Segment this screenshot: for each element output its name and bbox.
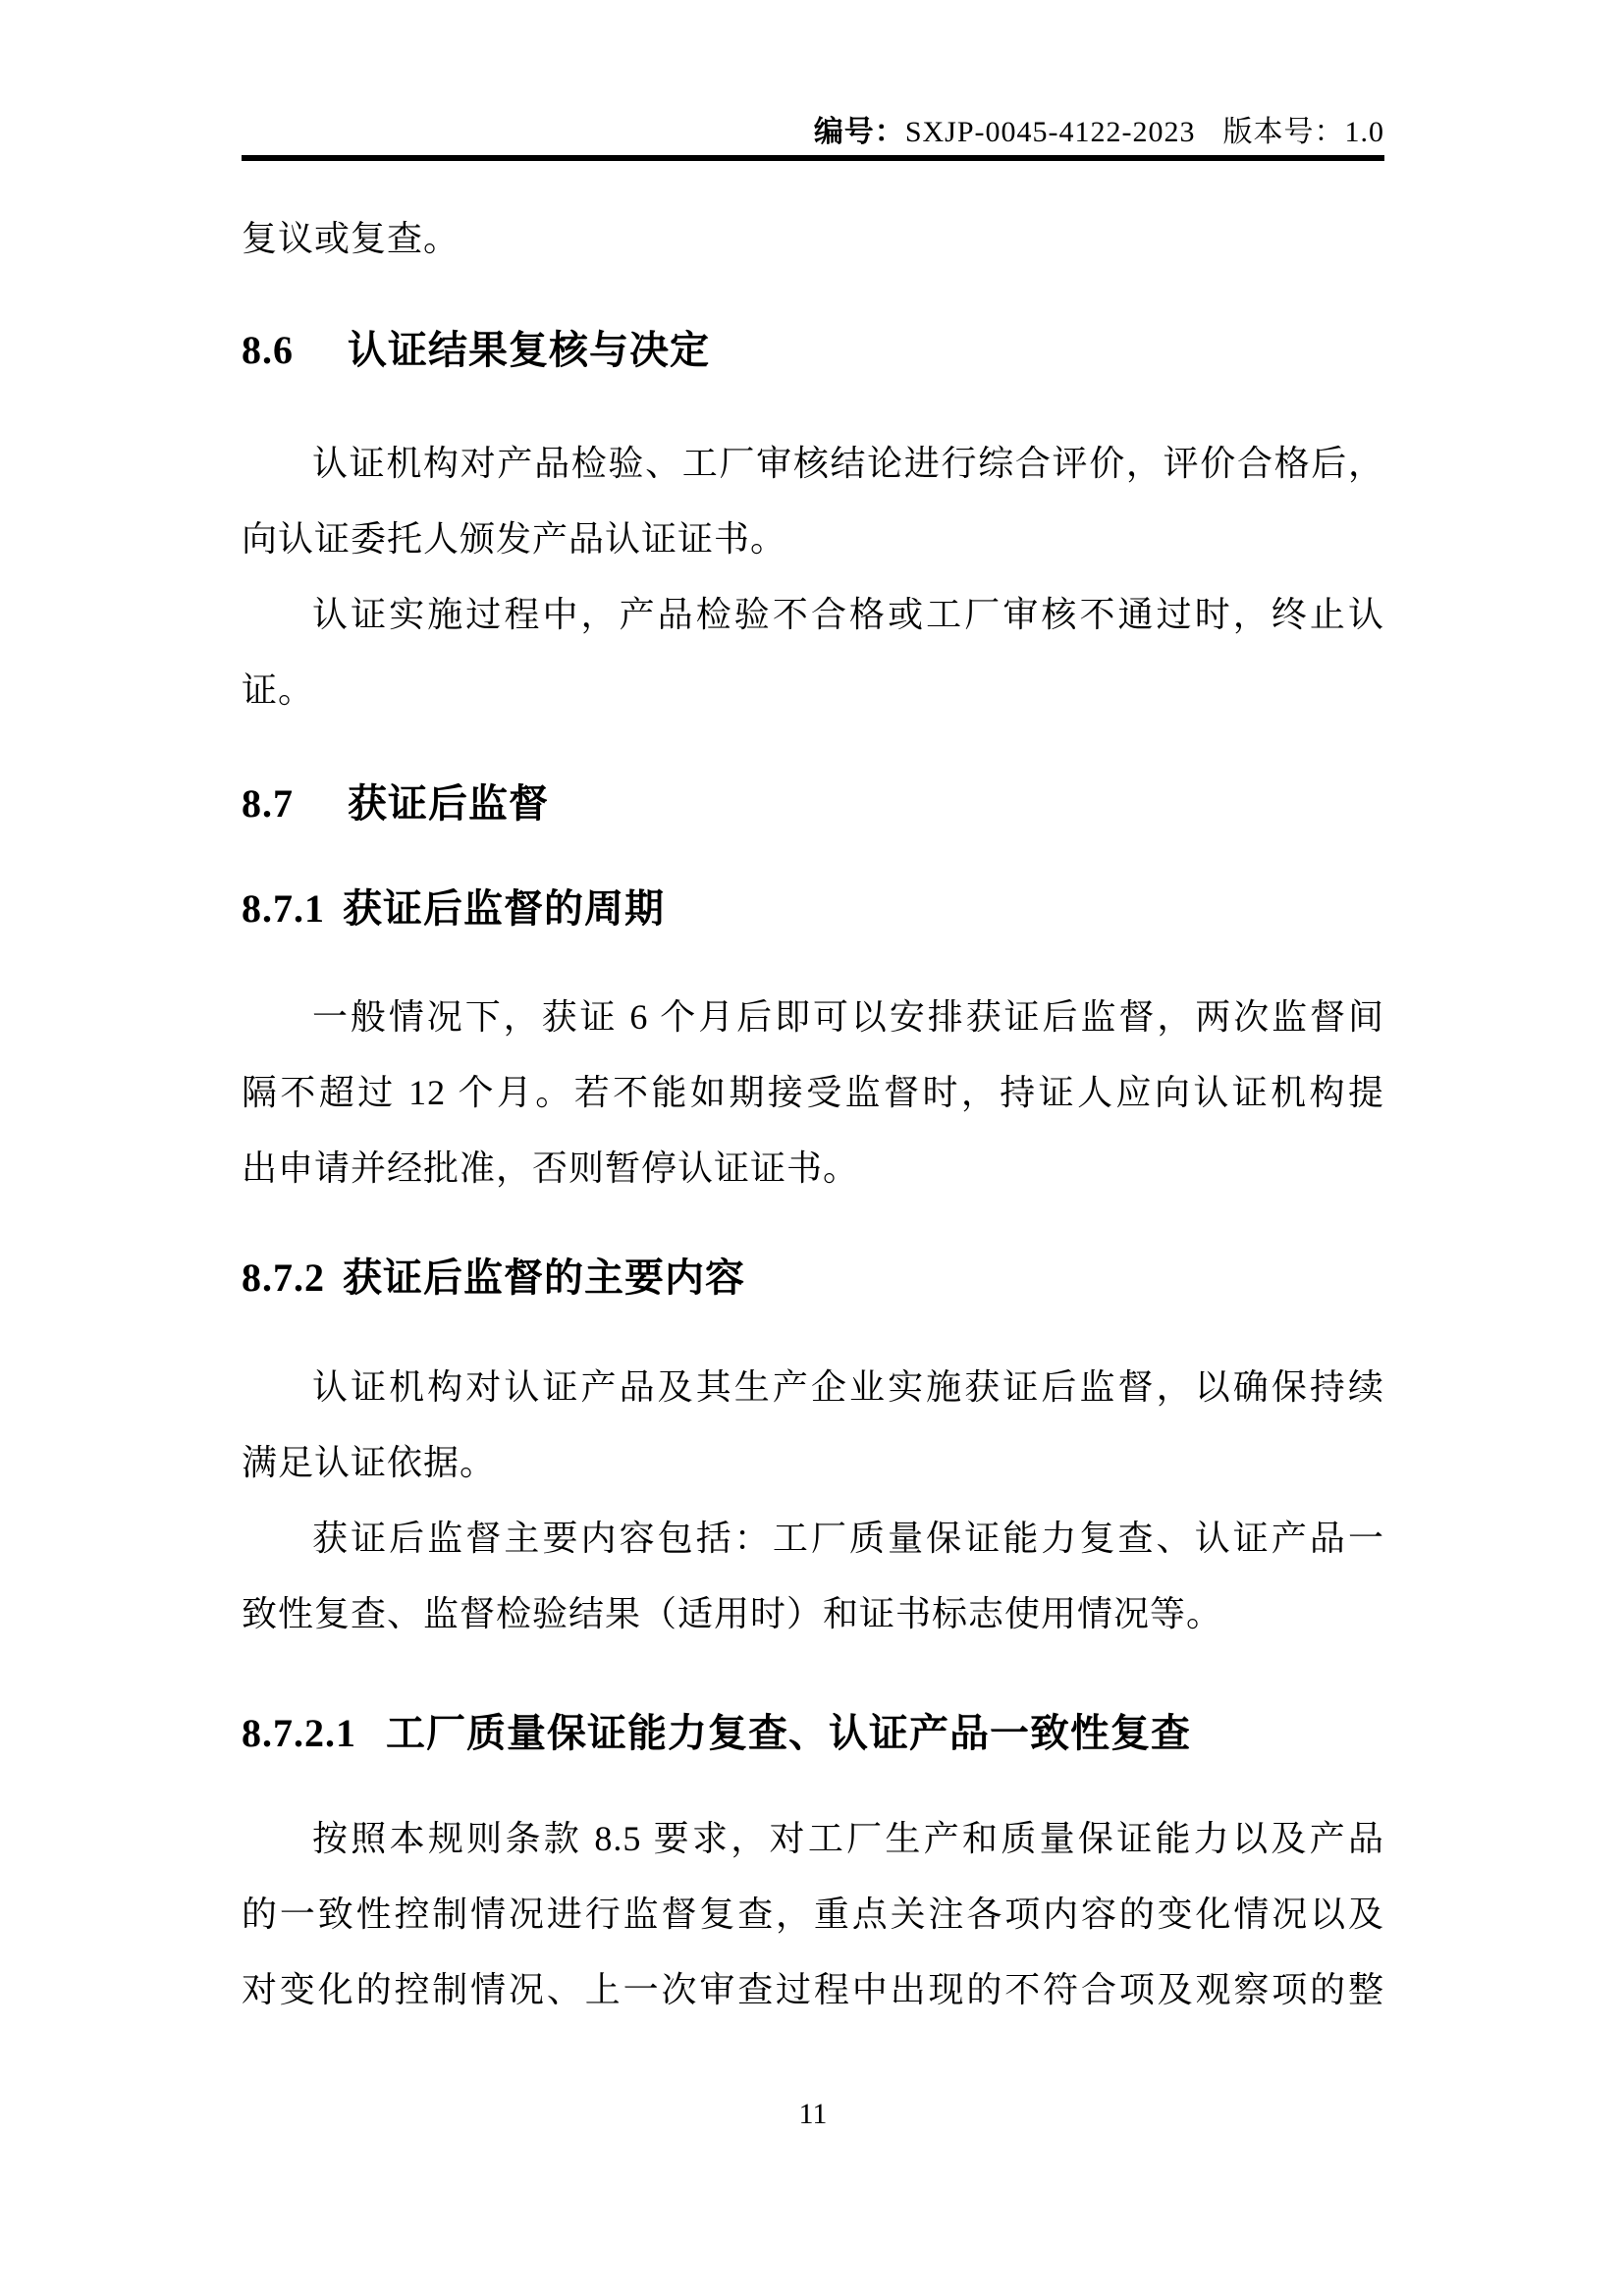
paragraph-line: 出申请并经批准，否则暂停认证证书。 (242, 1148, 860, 1188)
heading-8-7-2-number: 8.7.2 (242, 1255, 325, 1300)
doc-number-value: SXJP-0045-4122-2023 (904, 116, 1196, 148)
heading-8-7 (242, 766, 1384, 841)
heading-8-7-number: 8.7 (242, 781, 294, 826)
version-label: 版本号： (1222, 116, 1345, 148)
paragraph-line: 向认证委托人颁发产品认证证书。 (242, 519, 787, 559)
paragraph-continuation-line: 复议或复查。 (242, 219, 460, 258)
paragraph-line: 按照本规则条款 8.5 要求，对工厂生产和质量保证能力以及产品 (312, 1819, 1384, 1858)
paragraph-line: 致性复查、监督检验结果（适用时）和证书标志使用情况等。 (242, 1594, 1223, 1633)
heading-8-7-title: 获证后监督 (348, 781, 549, 826)
paragraph-line: 认证机构对认证产品及其生产企业实施获证后监督，以确保持续 (312, 1367, 1384, 1407)
paragraph-line: 认证机构对产品检验、工厂审核结论进行综合评价，评价合格后， (312, 444, 1384, 483)
heading-8-7-1 (242, 871, 1384, 946)
paragraph-line: 获证后监督主要内容包括：工厂质量保证能力复查、认证产品一 (312, 1519, 1384, 1558)
heading-8-6-number: 8.6 (242, 328, 294, 372)
heading-8-7-2-title: 获证后监督的主要内容 (343, 1255, 745, 1300)
paragraph-8-7-1-1 (242, 980, 1384, 1206)
paragraph-8-7-2-1-1 (242, 1801, 1384, 2028)
heading-8-7-1-number: 8.7.1 (242, 886, 325, 931)
heading-8-7-2-1 (242, 1695, 1384, 1771)
heading-8-7-2-1-number: 8.7.2.1 (242, 1711, 356, 1755)
paragraph-line: 隔不超过 12 个月。若不能如期接受监督时，持证人应向认证机构提 (242, 1073, 1384, 1112)
paragraph-8-7-2-2 (242, 1501, 1384, 1652)
version-value: 1.0 (1344, 116, 1384, 148)
header-rule (242, 155, 1384, 161)
paragraph-line: 对变化的控制情况、上一次审查过程中出现的不符合项及观察项的整 (242, 1970, 1384, 2009)
paragraph-line: 一般情况下，获证 6 个月后即可以安排获证后监督，两次监督间 (312, 997, 1384, 1037)
paragraph-line: 的一致性控制情况进行监督复查，重点关注各项内容的变化情况以及 (242, 1895, 1384, 1934)
heading-8-7-1-title: 获证后监督的周期 (343, 886, 665, 931)
paragraph-8-6-2 (242, 577, 1384, 728)
page-number: 11 (798, 2098, 828, 2130)
heading-8-7-2 (242, 1240, 1384, 1315)
heading-8-6-title: 认证结果复核与决定 (348, 328, 710, 372)
paragraph-line: 满足认证依据。 (242, 1443, 497, 1482)
heading-8-6 (242, 312, 1384, 388)
page-header (242, 115, 1384, 150)
heading-8-7-2-1-title: 工厂质量保证能力复查、认证产品一致性复查 (386, 1711, 1191, 1755)
paragraph-8-6-1 (242, 426, 1384, 577)
doc-number-label: 编号： (813, 116, 905, 148)
paragraph-line: 认证实施过程中，产品检验不合格或工厂审核不通过时，终止认 (312, 595, 1384, 634)
paragraph-line: 证。 (242, 670, 315, 710)
paragraph-8-7-2-1 (242, 1350, 1384, 1501)
